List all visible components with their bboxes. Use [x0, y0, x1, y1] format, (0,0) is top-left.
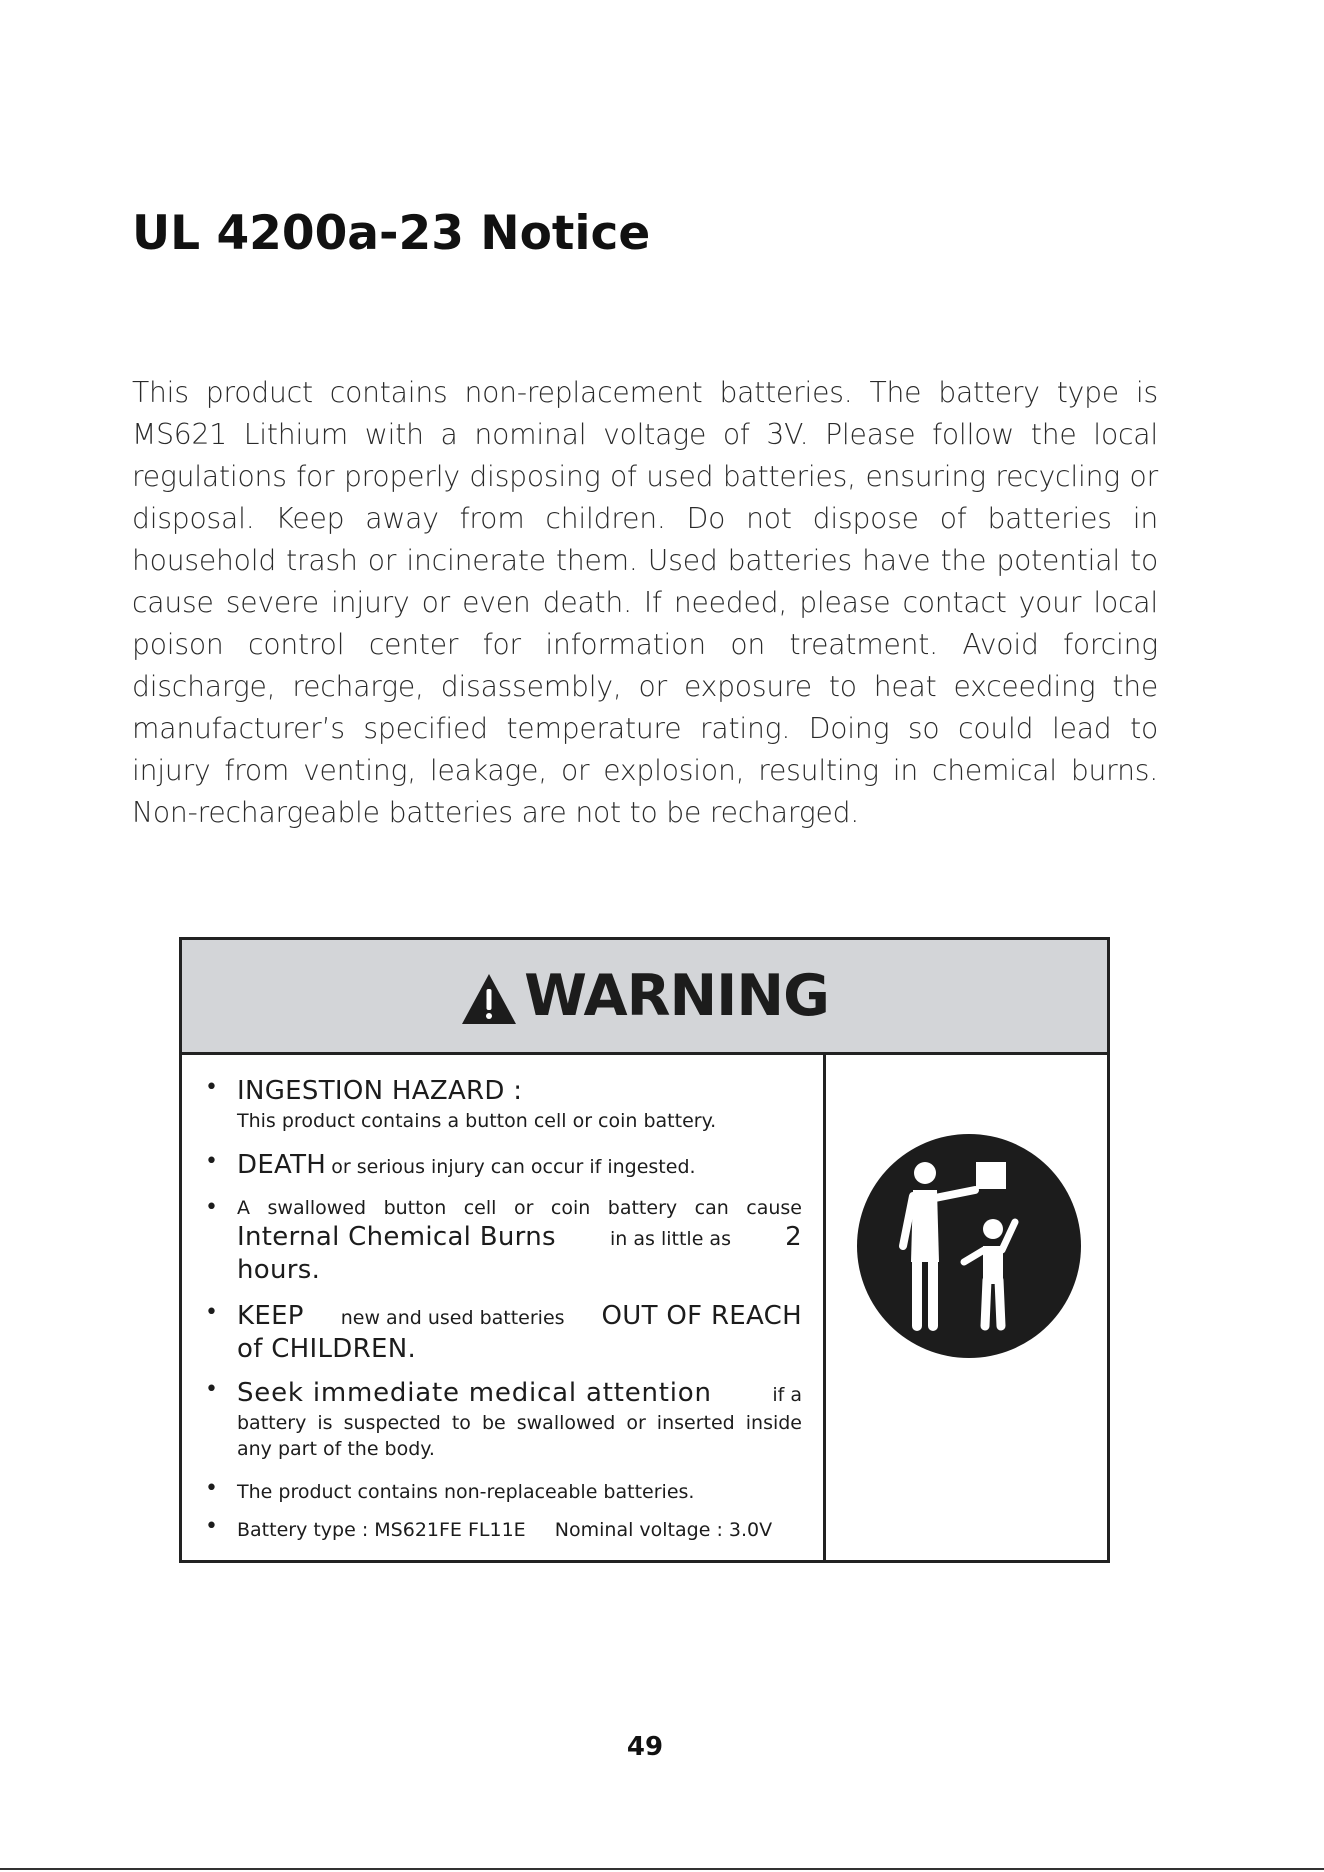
ingestion-hazard-heading: INGESTION HAZARD : — [237, 1076, 523, 1106]
seek-medical-attention: Seek immediate medical attention — [237, 1378, 712, 1408]
hours-number: 2 — [785, 1222, 802, 1252]
if-a-text: if a — [772, 1384, 802, 1406]
warning-label — [179, 937, 1110, 1563]
internal-chemical-burns: Internal Chemical Burns — [237, 1222, 556, 1252]
in-as-little-as: in as little as — [610, 1228, 731, 1250]
battery-type: Battery type : MS621FE FL11E — [237, 1519, 526, 1541]
out-of-reach: OUT OF REACH — [601, 1301, 802, 1331]
page-number: 49 — [626, 1732, 664, 1762]
bullet: • — [205, 1377, 218, 1402]
bullet: • — [205, 1149, 218, 1174]
warning-list-column — [182, 1055, 826, 1560]
bottom-rule — [0, 1868, 1324, 1870]
death-text: or serious injury can occur if ingested. — [331, 1156, 696, 1178]
warning-title: WARNING — [524, 963, 829, 1029]
keep-away-from-children-icon — [857, 1134, 1081, 1358]
icon-column — [826, 1055, 1107, 1560]
ingestion-hazard-text: This product contains a button cell or coin battery. — [237, 1110, 717, 1132]
bullet: • — [205, 1195, 218, 1220]
suspected-swallowed-text: battery is suspected to be swallowed or inserted inside any part of the body. — [237, 1412, 802, 1460]
warning-triangle-icon — [460, 972, 518, 1026]
keep-text: new and used batteries — [340, 1307, 565, 1329]
keep-lead: KEEP — [237, 1301, 304, 1331]
of-children: of CHILDREN. — [237, 1334, 417, 1364]
non-replaceable-text: The product contains non-replaceable batteries. — [237, 1481, 695, 1503]
death-lead: DEATH — [237, 1150, 327, 1180]
bullet: • — [205, 1300, 218, 1325]
bullet: • — [205, 1075, 218, 1100]
page-title: UL 4200a-23 Notice — [132, 206, 651, 261]
bullet: • — [205, 1514, 218, 1539]
hours-text: hours. — [237, 1255, 321, 1285]
swallowed-battery-text: A swallowed button cell or coin battery can cause — [237, 1197, 802, 1219]
nominal-voltage: Nominal voltage : 3.0V — [554, 1519, 773, 1541]
bullet: • — [205, 1476, 218, 1501]
warning-header — [182, 940, 1107, 1055]
notice-body: This product contains non-replacement batteries. The battery type is MS621 Lithium with a nominal voltage of 3V. Please follow the local regulations for properly disposing of used batteries, ensuring recycling or disposal. Keep away from children. Do not dispose of batteries in household trash or incinerate them. Used batteries have the potential to cause severe injury or even death. If needed, please contact your local poison control center for information on treatment. Avoid forcing discharge, recharge, disassembly, or exposure to heat exceeding the manufacturer’s specified temperature rating. Doing so could lead to injury from venting, leakage, or explosion, resulting in chemical burns. Non-rechargeable batteries are not to be recharged. — [132, 376, 1158, 829]
